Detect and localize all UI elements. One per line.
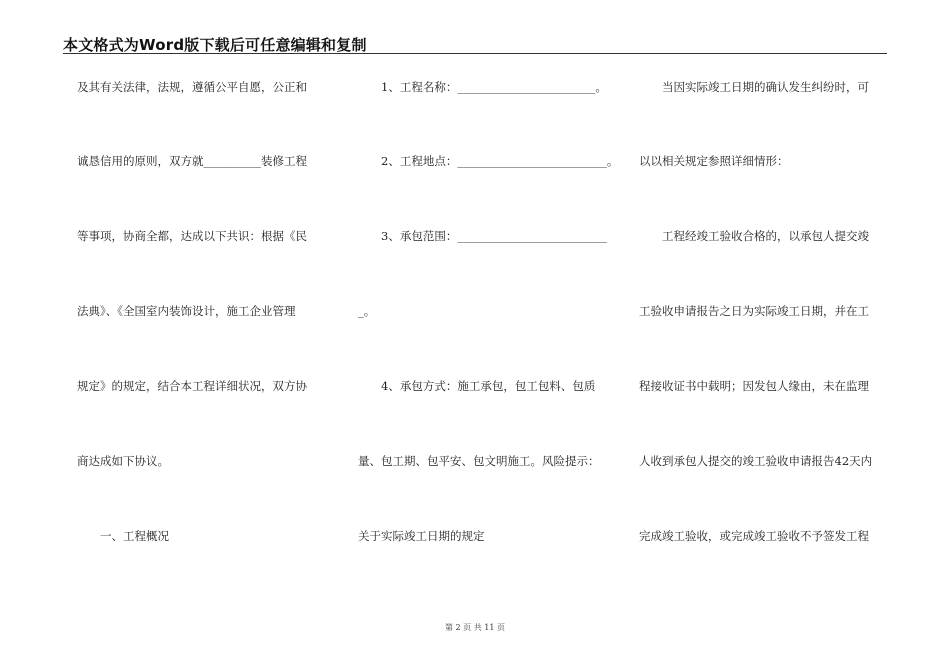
header-divider (63, 53, 887, 54)
text-line: 4、承包方式：施工承包，包工包料、包质 (358, 379, 596, 393)
text-line: 商达成如下协议。 (77, 454, 169, 468)
text-line: 人收到承包人提交的竣工验收申请报告42天内 (639, 454, 873, 468)
text-line: 当因实际竣工日期的确认发生纠纷时，可 (639, 80, 869, 94)
text-line: 2、工程地点：__________________________。 (358, 154, 619, 168)
text-line: _。 (358, 304, 376, 318)
text-line: 量、包工期、包平安、包文明施工。风险提示： (358, 454, 600, 468)
text-line: 关于实际竣工日期的规定 (358, 529, 485, 543)
text-line: 等事项，协商全都，达成以下共识：根据《民 (77, 229, 307, 243)
text-line: 程接收证书中载明；因发包人缘由，未在监理 (639, 379, 869, 393)
page-number-footer: 第 2 页 共 11 页 (445, 623, 505, 632)
text-line: 完成竣工验收，或完成竣工验收不予签发工程 (639, 529, 869, 543)
text-line: 诚恳信用的原则，双方就__________装修工程 (77, 154, 307, 168)
text-line: 规定》的规定，结合本工程详细状况，双方协 (77, 379, 307, 393)
text-line: 3、承包范围：__________________________ (358, 229, 607, 243)
text-line: 及其有关法律，法规，遵循公平自愿，公正和 (77, 80, 307, 94)
text-line: 以以相关规定参照详细情形： (639, 154, 789, 168)
document-header-title: 本文格式为Word版下载后可任意编辑和复制 (63, 36, 367, 54)
section-heading: 一、工程概况 (77, 529, 169, 543)
text-line: 法典》、《全国室内装饰设计，施工企业管理 (77, 304, 296, 318)
text-line: 工程经竣工验收合格的，以承包人提交竣 (639, 229, 869, 243)
text-line: 1、工程名称：________________________。 (358, 80, 607, 94)
text-line: 工验收申请报告之日为实际竣工日期，并在工 (639, 304, 869, 318)
